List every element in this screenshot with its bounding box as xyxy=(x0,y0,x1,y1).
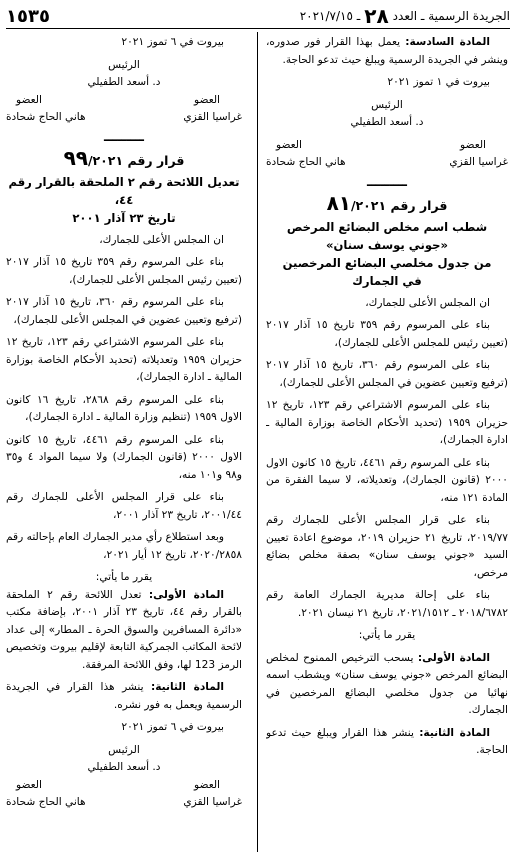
left-decree-year: /٢٠٢١ xyxy=(87,153,124,168)
left-para-1: ان المجلس الأعلى للجمارك، xyxy=(99,233,224,246)
right-place-date: بيروت في ١ تموز ٢٠٢١ xyxy=(387,76,490,88)
right-article-2 xyxy=(266,725,508,760)
left-member-a-name-2: غراسيا القزي xyxy=(183,796,242,808)
right-title-line-3: من جدول مخلصي البضائع المرخصين xyxy=(282,255,492,270)
left-members-names xyxy=(6,109,242,127)
left-place-date: بيروت في ٦ تموز ٢٠٢١ xyxy=(121,36,224,48)
right-members-names xyxy=(266,154,508,172)
left-article-2 xyxy=(6,679,242,714)
left-member-b-name: هاني الحاج شحادة xyxy=(6,111,86,123)
right-decree-year: /٢٠٢١ xyxy=(350,198,387,213)
right-decree-label: قرار رقم xyxy=(390,198,448,213)
left-separator: ـــــــــ xyxy=(104,129,144,145)
left-decree-heading xyxy=(6,146,242,170)
right-title-line-2: «جوني يوسف سنان» xyxy=(326,237,448,252)
column-divider xyxy=(257,32,258,852)
left-chair-title-2: الرئيس xyxy=(108,743,140,756)
left-member-a-name: غراسيا القزي xyxy=(183,111,242,123)
left-article-1 xyxy=(6,587,242,675)
right-article-6-label: المادة السادسة: xyxy=(405,36,491,48)
left-para-2: بناء على المرسوم رقم ٣٥٩ تاريخ ١٥ آذار ٢٠١٧ (تعيين رئيس المجلس الأعلى للجمارك)، xyxy=(6,256,242,286)
left-chair-name-2: د. أسعد الطفيلي xyxy=(87,761,161,773)
left-article-1-text: تعدل اللائحة رقم ٢ الملحقة بالقرار رقم ٤٤، تاريخ ٢٣ آذار ٢٠٠١، بإضافة مكتب «دائرة المسافرين والسوق الحرة ـ المطار» إلى عداد لائحة المكاتب الجمركية التابعة لإقليم بيروت وتخصيص الرمز 123 لها، وفق اللائحة المرفقة. xyxy=(6,588,242,671)
header-gazette-title: الجريدة الرسمية ـ العدد xyxy=(392,9,510,23)
left-members-titles-2 xyxy=(6,777,242,795)
left-para-5: بناء على المرسوم رقم ٢٨٦٨، تاريخ ١٦ كانون الاول ١٩٥٩ (تنظيم وزارة المالية ـ ادارة الجمارك)، xyxy=(6,393,242,423)
left-title-line-1: تعديل اللائحة رقم ٢ الملحقة بالقرار رقم ٤٤، xyxy=(8,174,240,207)
left-members-titles xyxy=(6,92,242,110)
left-para-8: وبعد استطلاع رأي مدير الجمارك العام بإحالته رقم ٢٠٢٠/٢٨٥٨، تاريخ ١٢ أيار ٢٠٢١، xyxy=(6,531,242,561)
left-chair-name: د. أسعد الطفيلي xyxy=(87,76,161,88)
right-para-2: بناء على المرسوم رقم ٣٥٩ تاريخ ١٥ آذار ٢٠١٧ (تعيين رئيس للمجلس الأعلى للجمارك)، xyxy=(266,319,508,349)
right-chair-title: الرئيس xyxy=(371,98,403,111)
left-members-names-2 xyxy=(6,794,242,812)
left-column xyxy=(6,34,242,852)
right-chair-name: د. أسعد الطفيلي xyxy=(350,116,424,128)
left-member-b-name-2: هاني الحاج شحادة xyxy=(6,796,86,808)
left-para-3: بناء على المرسوم رقم ٣٦٠، تاريخ ١٥ آذار ٢٠١٧ (ترفيع وتعيين عضوين في المجلس الأعلى للجمارك)، xyxy=(6,296,242,326)
left-decree-number: ٩٩ xyxy=(63,146,88,170)
left-article-2-text: ينشر هذا القرار في الجريدة الرسمية ويعمل به فور نشره. xyxy=(6,681,242,711)
left-title-line-2: تاريخ ٢٣ آذار ٢٠٠١ xyxy=(72,210,176,225)
header-gazette-info xyxy=(300,4,510,28)
left-decides: يقرر ما يأتي: xyxy=(95,571,153,583)
left-member-b-title: العضو xyxy=(16,93,42,106)
right-decides: يقرر ما يأتي: xyxy=(358,629,416,641)
right-decree-number: ٨١ xyxy=(326,191,351,215)
right-member-b-name: هاني الحاج شحادة xyxy=(266,156,346,168)
right-members-titles xyxy=(266,137,508,155)
right-para-6: بناء على قرار المجلس الأعلى للجمارك رقم ٢٠١٩/٧٧، تاريخ ٢١ حزيران ٢٠١٩، موضوع اعادة تعيين السيد «جوني يوسف سنان» بصفة مخلص بضائع مرخص، xyxy=(266,514,508,579)
left-decree-title xyxy=(6,173,242,227)
right-article-6-text: يعمل بهذا القرار فور صدوره، وينشر في الجريدة الرسمية ويبلغ حيث تدعو الحاجة. xyxy=(266,36,508,66)
right-decree-heading xyxy=(266,191,508,215)
left-chair-title: الرئيس xyxy=(108,58,140,71)
right-separator: ـــــــــ xyxy=(367,174,407,190)
right-member-a-name: غراسيا القزي xyxy=(449,156,508,168)
header-page-number: ١٥٣٥ xyxy=(6,5,50,27)
right-article-1-label: المادة الأولى: xyxy=(417,651,490,664)
right-article-2-text: ينشر هذا القرار ويبلغ حيث تدعو الحاجة. xyxy=(266,726,508,756)
right-article-1 xyxy=(266,650,508,720)
left-para-7: بناء على قرار المجلس الأعلى للجمارك رقم ٢٠٠١/٤٤، تاريخ ٢٣ آذار ٢٠٠١، xyxy=(6,491,242,521)
right-para-3: بناء على المرسوم رقم ٣٦٠، تاريخ ١٥ آذار ٢٠١٧ (ترفيع وتعيين عضوين في المجلس الأعلى للجمارك)، xyxy=(266,359,508,389)
left-member-a-title: العضو xyxy=(194,93,220,106)
left-member-a-title-2: العضو xyxy=(194,778,220,791)
right-article-6 xyxy=(266,34,508,69)
right-para-5: بناء على المرسوم رقم ٤٤٦١، تاريخ ١٥ كانون الاول ٢٠٠٠ (قانون الجمارك)، وتعديلاته، لا سيما الفقرة من المادة ١٢١ منه، xyxy=(266,456,508,504)
right-decree-title xyxy=(266,218,508,290)
left-para-6: بناء على المرسوم رقم ٤٤٦١، تاريخ ١٥ كانون الاول ٢٠٠٠ (قانون الجمارك) ولا سيما المواد ٤ و٣٥ و٩٨ و١٠١ منه، xyxy=(6,433,242,481)
right-member-b-title: العضو xyxy=(276,138,302,151)
left-article-1-label: المادة الأولى: xyxy=(148,588,225,601)
left-decree-label: قرار رقم xyxy=(127,153,185,168)
right-title-line-4: في الجمارك xyxy=(352,273,422,288)
header-issue-number: ٢٨ xyxy=(364,4,389,28)
left-article-2-label: المادة الثانية: xyxy=(150,681,224,693)
right-para-1: ان المجلس الأعلى للجمارك، xyxy=(365,296,490,309)
left-para-4: بناء على المرسوم الاشتراعي رقم ١٢٣، تاريخ ١٢ حزيران ١٩٥٩ وتعديلاته (تحديد الأحكام الخاصة بوزارة المالية ـ ادارة الجمارك)، xyxy=(6,336,242,383)
left-place-date-2: بيروت في ٦ تموز ٢٠٢١ xyxy=(121,721,224,733)
right-column xyxy=(266,34,508,852)
right-para-4: بناء على المرسوم الاشتراعي رقم ١٢٣، تاريخ ١٢ حزيران ١٩٥٩ (تحديد الأحكام الخاصة بوزارة المالية ـ ادارة الجمارك)، xyxy=(266,399,508,446)
right-para-7: بناء على إحالة مديرية الجمارك العامة رقم ٢٠١٨/٦٧٨٢ ـ ٢٠٢١/١٥١٢، تاريخ ٢١ نيسان ٢٠٢١. xyxy=(266,589,508,619)
page-header xyxy=(6,4,510,29)
header-date: ـ ٢٠٢١/٧/١٥ xyxy=(299,9,361,23)
left-member-b-title-2: العضو xyxy=(16,778,42,791)
right-article-1-text: يسحب الترخيص الممنوح لمخلص البضائع المرخص «جوني يوسف سنان» ويشطب اسمه نهائيا من جدول مخلصي البضائع المرخصين في الجمارك. xyxy=(266,651,508,716)
right-member-a-title: العضو xyxy=(460,138,486,151)
right-title-line-1: شطب اسم مخلص البضائع المرخص xyxy=(286,219,488,234)
right-article-2-label: المادة الثانية: xyxy=(419,726,490,739)
